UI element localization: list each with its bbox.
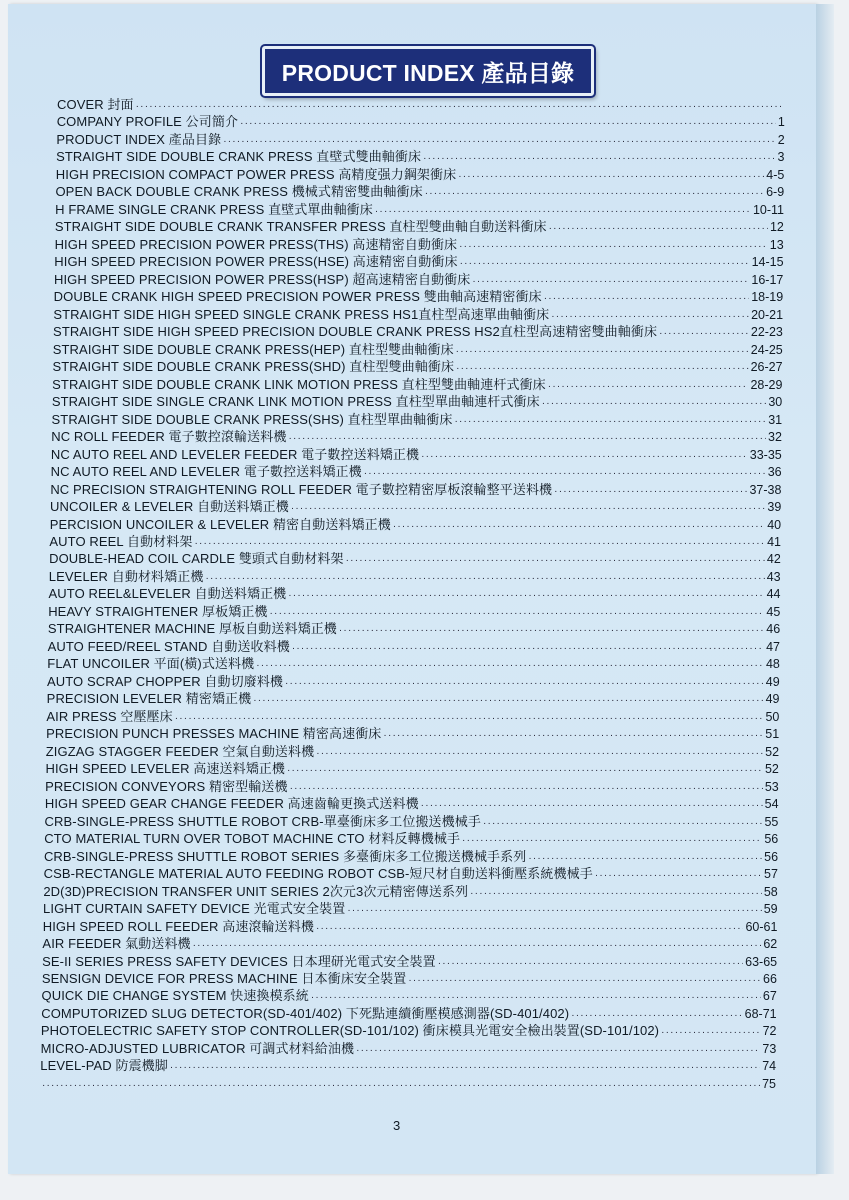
entry-page-number: 24-25 [750, 342, 783, 357]
leader-dots [548, 381, 749, 393]
entry-page-number: 43 [766, 569, 781, 584]
leader-dots [253, 695, 763, 707]
entry-label: STRAIGHT SIDE DOUBLE CRANK PRESS 直壁式雙曲軸衝床 [56, 149, 422, 165]
leader-dots [194, 538, 765, 550]
entry-label: PRODUCT INDEX 產品目錄 [56, 131, 222, 147]
leader-dots [240, 118, 776, 130]
index-entry [49, 586, 781, 602]
entry-page-number: 44 [766, 587, 781, 602]
entry-label: PHOTOELECTRIC SAFETY STOP CONTROLLER(SD-101/102) 衝床模具光電安全檢出裝置(SD-101/102) [40, 1023, 660, 1039]
entry-label: HIGH SPEED PRECISION POWER PRESS(THS) 高速精密自動衝床 [54, 236, 458, 252]
leader-dots [170, 1062, 760, 1074]
leader-dots [292, 643, 764, 655]
index-entry [49, 551, 781, 567]
index-entry [52, 394, 782, 410]
index-entry [49, 534, 781, 550]
index-entry [45, 814, 779, 830]
index-entry [45, 779, 779, 795]
leader-dots [659, 328, 749, 340]
index-entry [51, 464, 782, 480]
leader-dots [316, 923, 743, 935]
entry-page-number: 55 [764, 814, 779, 829]
leader-dots [460, 258, 750, 270]
leader-dots [270, 608, 765, 620]
index-entry [56, 149, 784, 165]
leader-dots [175, 713, 764, 725]
index-entry [47, 691, 780, 707]
index-entry [52, 359, 782, 375]
entry-page-number: 42 [766, 552, 781, 567]
entry-label: CRB-SINGLE-PRESS SHUTTLE ROBOT SERIES 多臺衝床多工位搬送機械手系列 [43, 848, 527, 864]
entry-label: HIGH SPEED LEVELER 高速送料矯正機 [45, 761, 285, 777]
entry-page-number: 67 [762, 989, 777, 1004]
entry-page-number: 47 [766, 639, 780, 654]
entry-page-number: 26-27 [750, 360, 783, 375]
leader-dots [193, 940, 762, 952]
index-entry [42, 971, 777, 987]
entry-label: AUTO REEL 自動材料架 [49, 534, 193, 549]
leader-dots [383, 730, 763, 742]
index-entry [55, 184, 784, 200]
index-entry [56, 167, 785, 183]
entry-page-number: 58 [763, 884, 778, 899]
entry-label: SENSIGN DEVICE FOR PRESS MACHINE 日本衝床安全裝置 [41, 971, 407, 986]
leader-dots [346, 555, 765, 567]
entry-page-number: 31 [768, 412, 783, 427]
leader-dots [421, 800, 763, 812]
entry-page-number: 59 [763, 902, 778, 917]
leader-dots [393, 521, 765, 533]
index-entry [50, 517, 781, 533]
entry-page-number: 48 [765, 657, 780, 672]
leader-dots [256, 660, 764, 672]
index-entry [54, 254, 783, 270]
entry-label: AUTO REEL&LEVELER 自動送料矯正機 [48, 586, 287, 602]
entry-page-number: 46 [766, 622, 781, 637]
index-entry [46, 709, 779, 725]
index-entry [42, 936, 777, 952]
entry-page-number: 45 [766, 604, 781, 619]
entry-page-number: 74 [762, 1059, 777, 1074]
leader-dots [425, 188, 764, 200]
index-entry [45, 796, 779, 812]
leader-dots [291, 503, 766, 515]
entry-label: HIGH PRECISION COMPACT POWER PRESS 高精度强力鋼架衝床 [55, 166, 457, 182]
leader-dots [285, 678, 764, 690]
leader-dots [311, 992, 761, 1004]
entry-label: AIR FEEDER 氣動送料機 [42, 936, 191, 952]
entry-page-number: 56 [764, 849, 779, 864]
entry-page-number: 33-35 [749, 447, 782, 462]
index-entry [46, 726, 779, 742]
entry-page-number: 63-65 [745, 954, 778, 969]
index-entry [42, 954, 777, 970]
entry-page-number: 12 [769, 220, 784, 235]
leader-dots [483, 818, 763, 830]
entry-label: AUTO FEED/REEL STAND 自動送收料機 [47, 638, 290, 654]
index-entry [54, 272, 783, 288]
leader-dots [542, 398, 767, 410]
index-entry [55, 202, 784, 218]
leader-dots [316, 748, 763, 760]
leader-dots [423, 153, 775, 165]
entry-page-number: 20-21 [751, 307, 784, 322]
entry-page-number: 60-61 [745, 919, 778, 934]
entry-page-number: 49 [765, 692, 780, 707]
entry-page-number: 3 [777, 150, 785, 165]
entry-label: CSB-RECTANGLE MATERIAL AUTO FEEDING ROBOT CSB-短尺材自動送料衝壓系統機械手 [43, 866, 593, 882]
leader-dots [223, 136, 776, 148]
entry-label: LEVEL-PAD 防震機脚 [40, 1058, 168, 1074]
index-entry [50, 499, 781, 515]
leader-dots [571, 1010, 742, 1022]
index-entry [43, 901, 778, 917]
entry-label: H FRAME SINGLE CRANK PRESS 直壁式單曲軸衝床 [55, 201, 373, 217]
entry-page-number: 41 [767, 535, 781, 549]
leader-dots [375, 206, 751, 218]
index-entry [48, 604, 780, 620]
entry-page-number: 16-17 [751, 272, 784, 287]
leader-dots [595, 870, 762, 882]
entry-page-number: 56 [764, 832, 779, 847]
entry-label: STRAIGHT SIDE DOUBLE CRANK PRESS(SHD) 直柱型雙曲軸衝床 [52, 359, 455, 375]
index-entry [46, 744, 779, 760]
entry-page-number: 14-15 [751, 255, 784, 270]
entry-page-number: 2 [777, 132, 785, 147]
leader-dots [288, 433, 766, 445]
entry-page-number: 50 [765, 709, 780, 724]
index-entry [55, 219, 784, 235]
leader-dots [339, 625, 764, 637]
entry-label: DOUBLE-HEAD COIL CARDLE 雙頭式自動材料架 [49, 551, 344, 567]
entry-label: UNCOILER & LEVELER 自動送料矯正機 [50, 499, 289, 515]
entry-page-number: 6-9 [766, 185, 785, 200]
entry-page-number: 13 [769, 237, 784, 252]
leader-dots [287, 765, 763, 777]
index-entry [43, 919, 778, 935]
leader-dots [549, 223, 768, 235]
entry-page-number: 10-11 [752, 202, 785, 217]
index-entry [53, 342, 783, 358]
entry-page-number: 68-71 [744, 1006, 777, 1021]
leader-dots [470, 888, 762, 900]
index-entry [44, 866, 778, 882]
entry-label: STRAIGHT SIDE DOUBLE CRANK LINK MOTION PRESS 直柱型雙曲軸連杆式衝床 [52, 376, 546, 392]
index-entry [40, 1058, 776, 1074]
leader-dots [290, 783, 763, 795]
entry-label: PRECISION LEVELER 精密矯正機 [46, 691, 252, 707]
entry-label: STRAIGHT SIDE DOUBLE CRANK PRESS(SHS) 直柱型單曲軸衝床 [51, 411, 453, 427]
leader-dots [136, 101, 783, 113]
index-entry [49, 569, 781, 585]
entry-page-number: 53 [764, 779, 779, 794]
leader-dots [356, 1045, 760, 1057]
entry-page-number: 62 [763, 937, 778, 952]
entry-page-number: 37-38 [749, 482, 782, 497]
entry-label: PRECISION CONVEYORS 精密型輸送機 [45, 778, 288, 794]
index-entry [52, 377, 782, 393]
entry-page-number: 75 [762, 1076, 776, 1091]
entry-label: CTO MATERIAL TURN OVER TOBOT MACHINE CTO 材料反轉機械手 [44, 831, 461, 847]
index-entry [48, 639, 780, 655]
index-entry [57, 114, 785, 130]
index-entry [40, 1076, 776, 1092]
entry-page-number: 39 [767, 500, 782, 515]
entry-label: STRAIGHT SIDE DOUBLE CRANK PRESS(HEP) 直柱型雙曲軸衝床 [52, 341, 454, 357]
entry-label: QUICK DIE CHANGE SYSTEM 快速換模系統 [41, 988, 309, 1004]
entry-label: STRAIGHT SIDE HIGH SPEED SINGLE CRANK PRESS HS1直柱型高速單曲軸衝床 [53, 306, 550, 322]
entry-label: LEVELER 自動材料矯正機 [48, 568, 204, 584]
leader-dots [459, 241, 768, 253]
index-entry [54, 289, 784, 305]
leader-dots [364, 468, 766, 480]
entry-label: SE-II SERIES PRESS SAFETY DEVICES 日本理研光電式安全裝置 [42, 953, 436, 969]
leader-dots [551, 311, 749, 323]
leader-dots [472, 276, 749, 288]
index-entry [52, 412, 783, 428]
entry-page-number: 1 [777, 115, 785, 130]
entry-label: DOUBLE CRANK HIGH SPEED PRECISION POWER PRESS 雙曲軸高速精密衝床 [53, 289, 542, 305]
entry-label: HIGH SPEED ROLL FEEDER 高速滾輪送料機 [42, 918, 314, 934]
leader-dots [456, 346, 749, 358]
leader-dots [456, 363, 749, 375]
entry-page-number: 73 [762, 1041, 777, 1056]
index-entry [42, 988, 777, 1004]
entry-label: HIGH SPEED GEAR CHANGE FEEDER 高速齒輪更換式送料機 [44, 796, 419, 812]
index-entry [44, 831, 778, 847]
entry-label: HIGH SPEED PRECISION POWER PRESS(HSE) 高速精密自動衝床 [54, 254, 458, 270]
entry-label: COMPANY PROFILE 公司簡介 [56, 114, 239, 130]
leader-dots [661, 1027, 760, 1039]
index-entry [47, 656, 780, 672]
leader-dots [438, 958, 743, 970]
entry-page-number: 32 [768, 430, 782, 445]
index-entry [50, 482, 781, 498]
entry-page-number: 36 [767, 465, 782, 480]
entry-page-number: 52 [765, 744, 780, 759]
index-entry [51, 429, 782, 445]
leader-dots [454, 416, 766, 428]
entry-label: NC AUTO REEL AND LEVELER FEEDER 電子數控送料矯正機 [50, 446, 420, 462]
entry-label: COMPUTORIZED SLUG DETECTOR(SD-401/402) 下死點連續衝壓模感測器(SD-401/402) [41, 1005, 570, 1021]
leader-dots [347, 905, 761, 917]
entry-label: AIR PRESS 空壓壓床 [46, 708, 173, 724]
leader-dots [408, 975, 761, 987]
index-entry [53, 324, 783, 340]
entry-label: LIGHT CURTAIN SAFETY DEVICE 光電式安全裝置 [43, 901, 346, 917]
entry-label: STRAIGHT SIDE DOUBLE CRANK TRANSFER PRESS 直柱型雙曲軸自動送料衝床 [54, 219, 547, 235]
entry-page-number: 28-29 [750, 377, 783, 392]
entry-page-number: 49 [765, 674, 780, 689]
leader-dots [421, 451, 748, 463]
entry-label: MICRO-ADJUSTED LUBRICATOR 可調式材料給油機 [40, 1040, 355, 1056]
index-entry [48, 621, 780, 637]
index-entry [45, 761, 778, 777]
entry-page-number: 66 [763, 972, 777, 986]
leader-dots [544, 293, 750, 305]
entry-label: FLAT UNCOILER 平面(橫)式送料機 [47, 656, 255, 672]
index-entry [56, 132, 784, 148]
entry-label: STRAIGHTENER MACHINE 厚板自動送料矯正機 [47, 621, 337, 637]
leader-dots [554, 486, 747, 498]
entry-page-number: 22-23 [750, 325, 783, 340]
index-entry [57, 97, 785, 113]
entry-page-number: 54 [764, 797, 779, 812]
entry-label: HIGH SPEED PRECISION POWER PRESS(HSP) 超高速精密自動衝床 [53, 271, 471, 287]
entry-page-number: 4-5 [766, 167, 785, 182]
entry-label: NC AUTO REEL AND LEVELER 電子數控送料矯正機 [50, 464, 362, 480]
entry-label: OPEN BACK DOUBLE CRANK PRESS 機械式精密雙曲軸衝床 [55, 184, 423, 200]
leader-dots [205, 573, 764, 585]
leader-dots [458, 171, 764, 183]
entry-page-number: 52 [764, 762, 779, 777]
entry-label: COVER 封面 [57, 97, 134, 112]
entry-page-number: 57 [764, 867, 778, 882]
entry-page-number: 18-19 [751, 290, 784, 305]
index-entry [44, 849, 778, 865]
leader-dots [42, 1080, 760, 1092]
index-entry [41, 1023, 777, 1039]
index-entry [43, 884, 777, 900]
page-title: PRODUCT INDEX 產品目錄 [281, 59, 575, 86]
entry-page-number: 40 [767, 517, 782, 532]
leader-dots [528, 853, 762, 865]
entry-page-number: 72 [762, 1024, 777, 1039]
entry-page-number: 30 [768, 395, 783, 410]
index-entry [51, 447, 782, 463]
entry-page-number: 51 [765, 727, 780, 742]
entry-label: ZIGZAG STAGGER FEEDER 空氣自動送料機 [45, 743, 315, 759]
entry-label: HEAVY STRAIGHTENER 厚板矯正機 [48, 603, 268, 619]
index-entry [53, 307, 783, 323]
index-entry [55, 237, 784, 253]
entry-label: NC ROLL FEEDER 電子數控滾輪送料機 [51, 429, 287, 445]
index-entry [41, 1006, 776, 1022]
leader-dots [462, 835, 762, 847]
entry-label: PRECISION PUNCH PRESSES MACHINE 精密高速衝床 [46, 726, 382, 742]
entry-label: PERCISION UNCOILER & LEVELER 精密自動送料矯正機 [49, 516, 391, 532]
index-entry [47, 674, 780, 690]
entry-label: AUTO SCRAP CHOPPER 自動切廢料機 [46, 673, 284, 689]
entry-label: STRAIGHT SIDE SINGLE CRANK LINK MOTION PRESS 直柱型單曲軸連杆式衝床 [51, 394, 540, 410]
entry-label: STRAIGHT SIDE HIGH SPEED PRECISION DOUBLE CRANK PRESS HS2直柱型高速精密雙曲軸衝床 [53, 324, 658, 340]
page-number: 3 [393, 1118, 401, 1133]
entry-label: NC PRECISION STRAIGHTENING ROLL FEEDER 電子數控精密厚板滾輪整平送料機 [50, 481, 553, 497]
entry-label: 2D(3D)PRECISION TRANSFER UNIT SERIES 2次元3次元精密傳送系列 [43, 883, 469, 899]
leader-dots [288, 590, 764, 602]
entry-label: CRB-SINGLE-PRESS SHUTTLE ROBOT CRB-單臺衝床多工位搬送機械手 [44, 813, 481, 829]
index-entry [41, 1041, 777, 1057]
